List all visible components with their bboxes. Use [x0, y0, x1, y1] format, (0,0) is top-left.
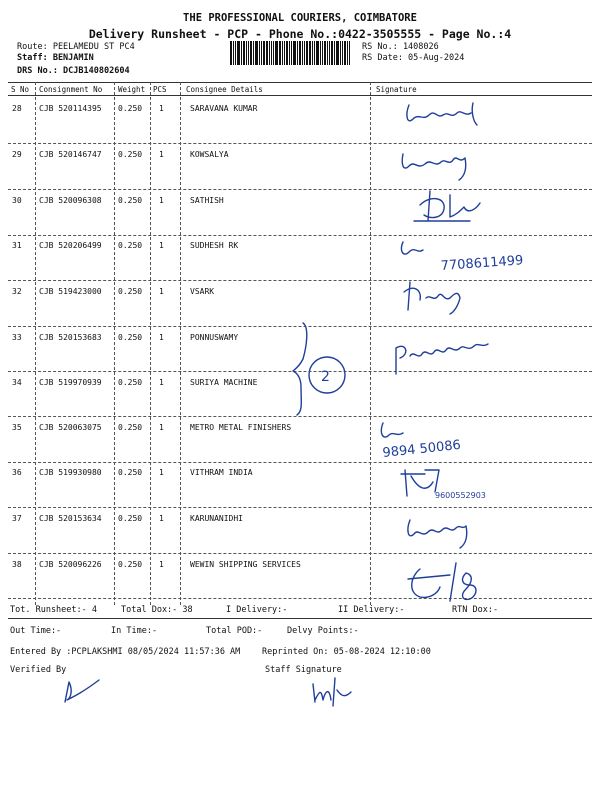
row-weight: 0.250 — [118, 104, 143, 113]
rs-number: RS No.: 1408026 — [362, 42, 439, 52]
barcode-bar — [329, 41, 330, 65]
barcode-bar — [282, 41, 283, 65]
table-row — [0, 560, 600, 606]
tot-runsheet: Tot. Runsheet:- 4 — [10, 605, 97, 615]
total-dox: Total Dox:- 38 — [121, 605, 193, 615]
row-consignee: PONNUSWAMY — [190, 333, 239, 342]
staff-signature-mark — [305, 670, 365, 710]
barcode-bar — [237, 41, 240, 65]
rs-date: RS Date: 05-Aug-2024 — [362, 53, 465, 63]
barcode-bar — [271, 41, 272, 65]
row-consignment: CJB 520206499 — [39, 241, 102, 250]
barcode-bar — [261, 41, 262, 65]
barcode-bar — [259, 41, 260, 65]
barcode-bar — [255, 41, 258, 65]
circle-note: 2 — [321, 369, 330, 385]
barcode-bar — [235, 41, 236, 65]
row-sno: 29 — [12, 150, 22, 159]
row-consignee: WEWIN SHIPPING SERVICES — [190, 560, 301, 569]
row-pcs: 1 — [159, 287, 164, 296]
row-consignment: CJB 519930980 — [39, 468, 102, 477]
row-sno: 37 — [12, 514, 22, 523]
company-title: THE PROFESSIONAL COURIERS, COIMBATORE — [183, 12, 417, 24]
row-consignee: SUDHESH RK — [190, 241, 239, 250]
barcode-bar — [314, 41, 315, 65]
row-weight: 0.250 — [118, 333, 143, 342]
barcode-bar — [316, 41, 319, 65]
in-time: In Time:- — [111, 626, 158, 636]
barcode-bar — [289, 41, 290, 65]
signature-29 — [395, 140, 505, 185]
barcode-bar — [336, 41, 339, 65]
row-consignment: CJB 520146747 — [39, 150, 102, 159]
barcode-bar — [269, 41, 270, 65]
row-divider — [8, 507, 592, 508]
row-weight: 0.250 — [118, 514, 143, 523]
barcode-bar — [275, 41, 278, 65]
barcode-bar — [340, 41, 341, 65]
row-pcs: 1 — [159, 196, 164, 205]
reprinted-on: Reprinted On: 05-08-2024 12:10:00 — [262, 647, 431, 657]
barcode-bar — [246, 41, 247, 65]
barcode-bar — [324, 41, 326, 65]
row-consignment: CJB 519970939 — [39, 378, 102, 387]
col-header-sno: S No — [11, 85, 30, 94]
barcode — [230, 41, 354, 65]
row-pcs: 1 — [159, 378, 164, 387]
row-consignment: CJB 520096226 — [39, 560, 102, 569]
signature-30 — [410, 185, 500, 230]
entered-by: Entered By :PCPLAKSHMI 08/05/2024 11:57:36 AM — [10, 647, 241, 657]
barcode-bar — [273, 41, 274, 65]
row-consignee: SURIYA MACHINE — [190, 378, 258, 387]
staff-signature: Staff Signature — [265, 665, 342, 675]
signature-31 — [395, 230, 555, 280]
row-sno: 31 — [12, 241, 22, 250]
col-header-consignee: Consignee Details — [186, 85, 263, 94]
barcode-bar — [293, 41, 296, 65]
row-consignment: CJB 520153634 — [39, 514, 102, 523]
barcode-bar — [286, 41, 288, 65]
row-sno: 32 — [12, 287, 22, 296]
row-consignment: CJB 520063075 — [39, 423, 102, 432]
i-delivery: I Delivery:- — [226, 605, 288, 615]
signature-32 — [400, 276, 490, 321]
row-divider — [8, 280, 592, 281]
row-pcs: 1 — [159, 514, 164, 523]
barcode-bar — [253, 41, 254, 65]
barcode-bar — [299, 41, 301, 65]
row-consignee: VITHRAM INDIA — [190, 468, 253, 477]
row-consignment: CJB 520153683 — [39, 333, 102, 342]
signature-38 — [400, 555, 510, 610]
barcode-bar — [297, 41, 298, 65]
barcode-bar — [291, 41, 292, 65]
barcode-bar — [304, 41, 305, 65]
row-weight: 0.250 — [118, 560, 143, 569]
handwritten-phone-36: 9600552903 — [435, 491, 486, 500]
row-consignee: SARAVANA KUMAR — [190, 104, 258, 113]
barcode-bar — [349, 41, 350, 65]
barcode-bar — [241, 41, 242, 65]
row-weight: 0.250 — [118, 378, 143, 387]
barcode-bar — [312, 41, 313, 65]
barcode-bar — [230, 41, 232, 65]
row-pcs: 1 — [159, 104, 164, 113]
barcode-bar — [284, 41, 285, 65]
row-sno: 28 — [12, 104, 22, 113]
row-consignee: METRO METAL FINISHERS — [190, 423, 292, 432]
barcode-bar — [233, 41, 234, 65]
row-sno: 30 — [12, 196, 22, 205]
staff-label: Staff: BENJAMIN — [17, 53, 94, 63]
col-header-weight: Weight — [118, 85, 146, 94]
barcode-bar — [320, 41, 321, 65]
verified-by: Verified By — [10, 665, 67, 675]
row-divider — [8, 189, 592, 190]
row-weight: 0.250 — [118, 287, 143, 296]
row-weight: 0.250 — [118, 150, 143, 159]
barcode-bar — [344, 41, 346, 65]
barcode-bar — [309, 41, 311, 65]
signature-28 — [395, 95, 505, 135]
col-header-consignment: Consignment No — [39, 85, 103, 94]
barcode-bar — [322, 41, 323, 65]
row-consignee: KOWSALYA — [190, 150, 229, 159]
summary-rule — [8, 618, 592, 619]
row-weight: 0.250 — [118, 468, 143, 477]
row-weight: 0.250 — [118, 241, 143, 250]
barcode-bar — [250, 41, 252, 65]
row-pcs: 1 — [159, 150, 164, 159]
handwritten-phone-35: 9894 50086 — [381, 437, 462, 461]
col-header-pcs: PCS — [153, 85, 167, 94]
out-time: Out Time:- — [10, 626, 62, 636]
signature-36 — [395, 462, 515, 507]
row-consignment: CJB 520114395 — [39, 104, 102, 113]
row-consignment: CJB 520096308 — [39, 196, 102, 205]
row-pcs: 1 — [159, 423, 164, 432]
barcode-bar — [342, 41, 343, 65]
barcode-bar — [263, 41, 265, 65]
row-consignee: SATHISH — [190, 196, 224, 205]
barcode-bar — [347, 41, 348, 65]
runsheet-subtitle: Delivery Runsheet - PCP - Phone No.:0422-3505555 - Page No.:4 — [88, 27, 512, 41]
delvy-points: Delvy Points:- — [287, 626, 359, 636]
barcode-bar — [331, 41, 333, 65]
barcode-bar — [279, 41, 281, 65]
route-label: Route: PEELAMEDU ST PC4 — [17, 42, 135, 52]
row-consignee: VSARK — [190, 287, 215, 296]
total-pod: Total POD:- — [206, 626, 263, 636]
row-pcs: 1 — [159, 241, 164, 250]
signature-33-34 — [390, 330, 500, 380]
row-sno: 35 — [12, 423, 22, 432]
drs-number: DRS No.: DCJB140802604 — [17, 66, 130, 76]
row-consignment: CJB 519423000 — [39, 287, 102, 296]
rtn-dox: RTN Dox:- — [452, 605, 499, 615]
row-consignee: KARUNANIDHI — [190, 514, 243, 523]
barcode-bar — [243, 41, 245, 65]
row-weight: 0.250 — [118, 196, 143, 205]
handwritten-phone-31: 7708611499 — [440, 253, 524, 274]
signature-37 — [400, 510, 490, 555]
table-top-rule — [8, 82, 592, 83]
barcode-bar — [327, 41, 328, 65]
verifier-signature — [55, 672, 115, 712]
row-sno: 33 — [12, 333, 22, 342]
row-sno: 38 — [12, 560, 22, 569]
row-pcs: 1 — [159, 468, 164, 477]
row-sno: 36 — [12, 468, 22, 477]
bracket-note — [285, 315, 355, 420]
barcode-bar — [266, 41, 268, 65]
row-divider — [8, 553, 592, 554]
barcode-bar — [306, 41, 308, 65]
row-sno: 34 — [12, 378, 22, 387]
barcode-bar — [302, 41, 303, 65]
row-pcs: 1 — [159, 333, 164, 342]
row-weight: 0.250 — [118, 423, 143, 432]
barcode-bar — [334, 41, 335, 65]
row-pcs: 1 — [159, 560, 164, 569]
col-header-signature: Signature — [376, 85, 417, 94]
barcode-bar — [248, 41, 249, 65]
ii-delivery: II Delivery:- — [338, 605, 405, 615]
